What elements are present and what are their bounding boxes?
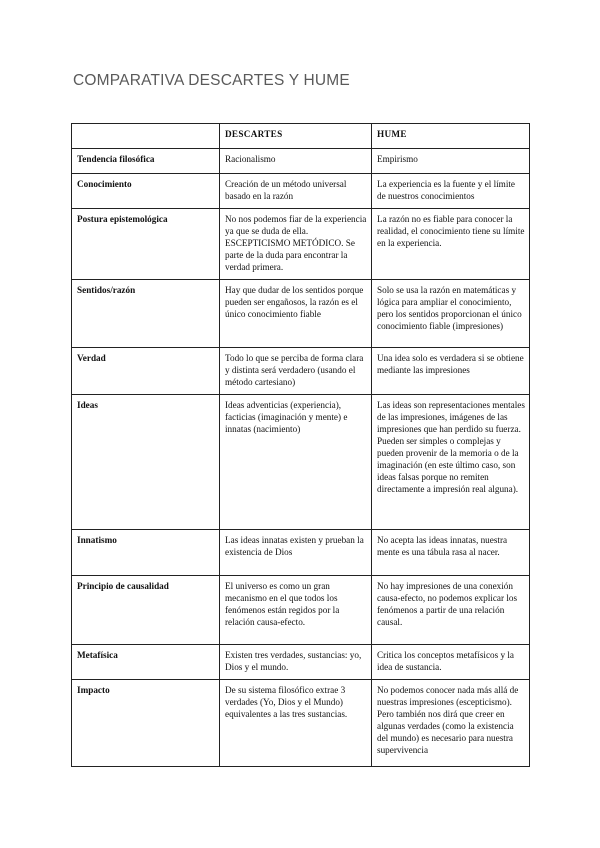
descartes-cell: Ideas adventicias (experiencia), facticias (imaginación y mente) e innatas (nacimiento) bbox=[220, 395, 372, 530]
table-row bbox=[72, 395, 530, 530]
hume-cell: No podemos conocer nada más allá de nuestras impresiones (escepticismo). Pero también nos dirá que creer en algunas verdades (como la existencia del mundo) es necesario para nuestra supervivencia bbox=[372, 680, 530, 767]
table-row bbox=[72, 530, 530, 576]
hume-cell: Critica los conceptos metafísicos y la idea de sustancia. bbox=[372, 645, 530, 680]
descartes-cell: Existen tres verdades, sustancias: yo, Dios y el mundo. bbox=[220, 645, 372, 680]
table-row bbox=[72, 576, 530, 645]
row-label: Tendencia filosófica bbox=[72, 149, 220, 174]
descartes-cell: El universo es como un gran mecanismo en el que todos los fenómenos están regidos por la relación causa-efecto. bbox=[220, 576, 372, 645]
hume-cell: No hay impresiones de una conexión causa-efecto, no podemos explicar los fenómenos a partir de una relación causal. bbox=[372, 576, 530, 645]
descartes-cell: De su sistema filosófico extrae 3 verdades (Yo, Dios y el Mundo) equivalentes a las tres sustancias. bbox=[220, 680, 372, 767]
comparison-table bbox=[71, 123, 530, 767]
document-title: COMPARATIVA DESCARTES Y HUME bbox=[73, 72, 350, 89]
row-label: Postura epistemológica bbox=[72, 209, 220, 280]
row-label: Conocimiento bbox=[72, 174, 220, 209]
descartes-cell: Las ideas innatas existen y prueban la existencia de Dios bbox=[220, 530, 372, 576]
header-descartes: DESCARTES bbox=[220, 124, 372, 149]
hume-cell: Las ideas son representaciones mentales de las impresiones, imágenes de las impresiones que han perdido su fuerza. Pueden ser simples o complejas y pueden provenir de la memoria o de la imaginación (en este último caso, son ideas falsas porque no remiten directamente a impresión real alguna). bbox=[372, 395, 530, 530]
row-label: Impacto bbox=[72, 680, 220, 767]
row-label: Verdad bbox=[72, 348, 220, 395]
table-header-row bbox=[72, 124, 530, 149]
header-corner-cell bbox=[72, 124, 220, 149]
descartes-cell: Creación de un método universal basado en la razón bbox=[220, 174, 372, 209]
descartes-cell: Racionalismo bbox=[220, 149, 372, 174]
descartes-cell: Hay que dudar de los sentidos porque pueden ser engañosos, la razón es el único conocimiento fiable bbox=[220, 280, 372, 348]
row-label: Innatismo bbox=[72, 530, 220, 576]
descartes-cell: Todo lo que se perciba de forma clara y distinta será verdadero (usando el método cartesiano) bbox=[220, 348, 372, 395]
row-label: Principio de causalidad bbox=[72, 576, 220, 645]
hume-cell: La razón no es fiable para conocer la realidad, el conocimiento tiene su límite en la experiencia. bbox=[372, 209, 530, 280]
table-row bbox=[72, 209, 530, 280]
row-label: Sentidos/razón bbox=[72, 280, 220, 348]
header-hume: HUME bbox=[372, 124, 530, 149]
hume-cell: Solo se usa la razón en matemáticas y lógica para ampliar el conocimiento, pero los sentidos proporcionan el único conocimiento fiable (impresiones) bbox=[372, 280, 530, 348]
hume-cell: Empirismo bbox=[372, 149, 530, 174]
hume-cell: No acepta las ideas innatas, nuestra mente es una tábula rasa al nacer. bbox=[372, 530, 530, 576]
hume-cell: La experiencia es la fuente y el límite de nuestros conocimientos bbox=[372, 174, 530, 209]
table-row bbox=[72, 348, 530, 395]
hume-cell: Una idea solo es verdadera si se obtiene mediante las impresiones bbox=[372, 348, 530, 395]
row-label: Metafísica bbox=[72, 645, 220, 680]
table-row bbox=[72, 645, 530, 680]
table-row bbox=[72, 680, 530, 767]
descartes-cell: No nos podemos fiar de la experiencia ya que se duda de ella. ESCEPTICISMO METÓDICO. Se parte de la duda para encontrar la verdad primera. bbox=[220, 209, 372, 280]
table-row bbox=[72, 280, 530, 348]
row-label: Ideas bbox=[72, 395, 220, 530]
table-row bbox=[72, 174, 530, 209]
table-row bbox=[72, 149, 530, 174]
